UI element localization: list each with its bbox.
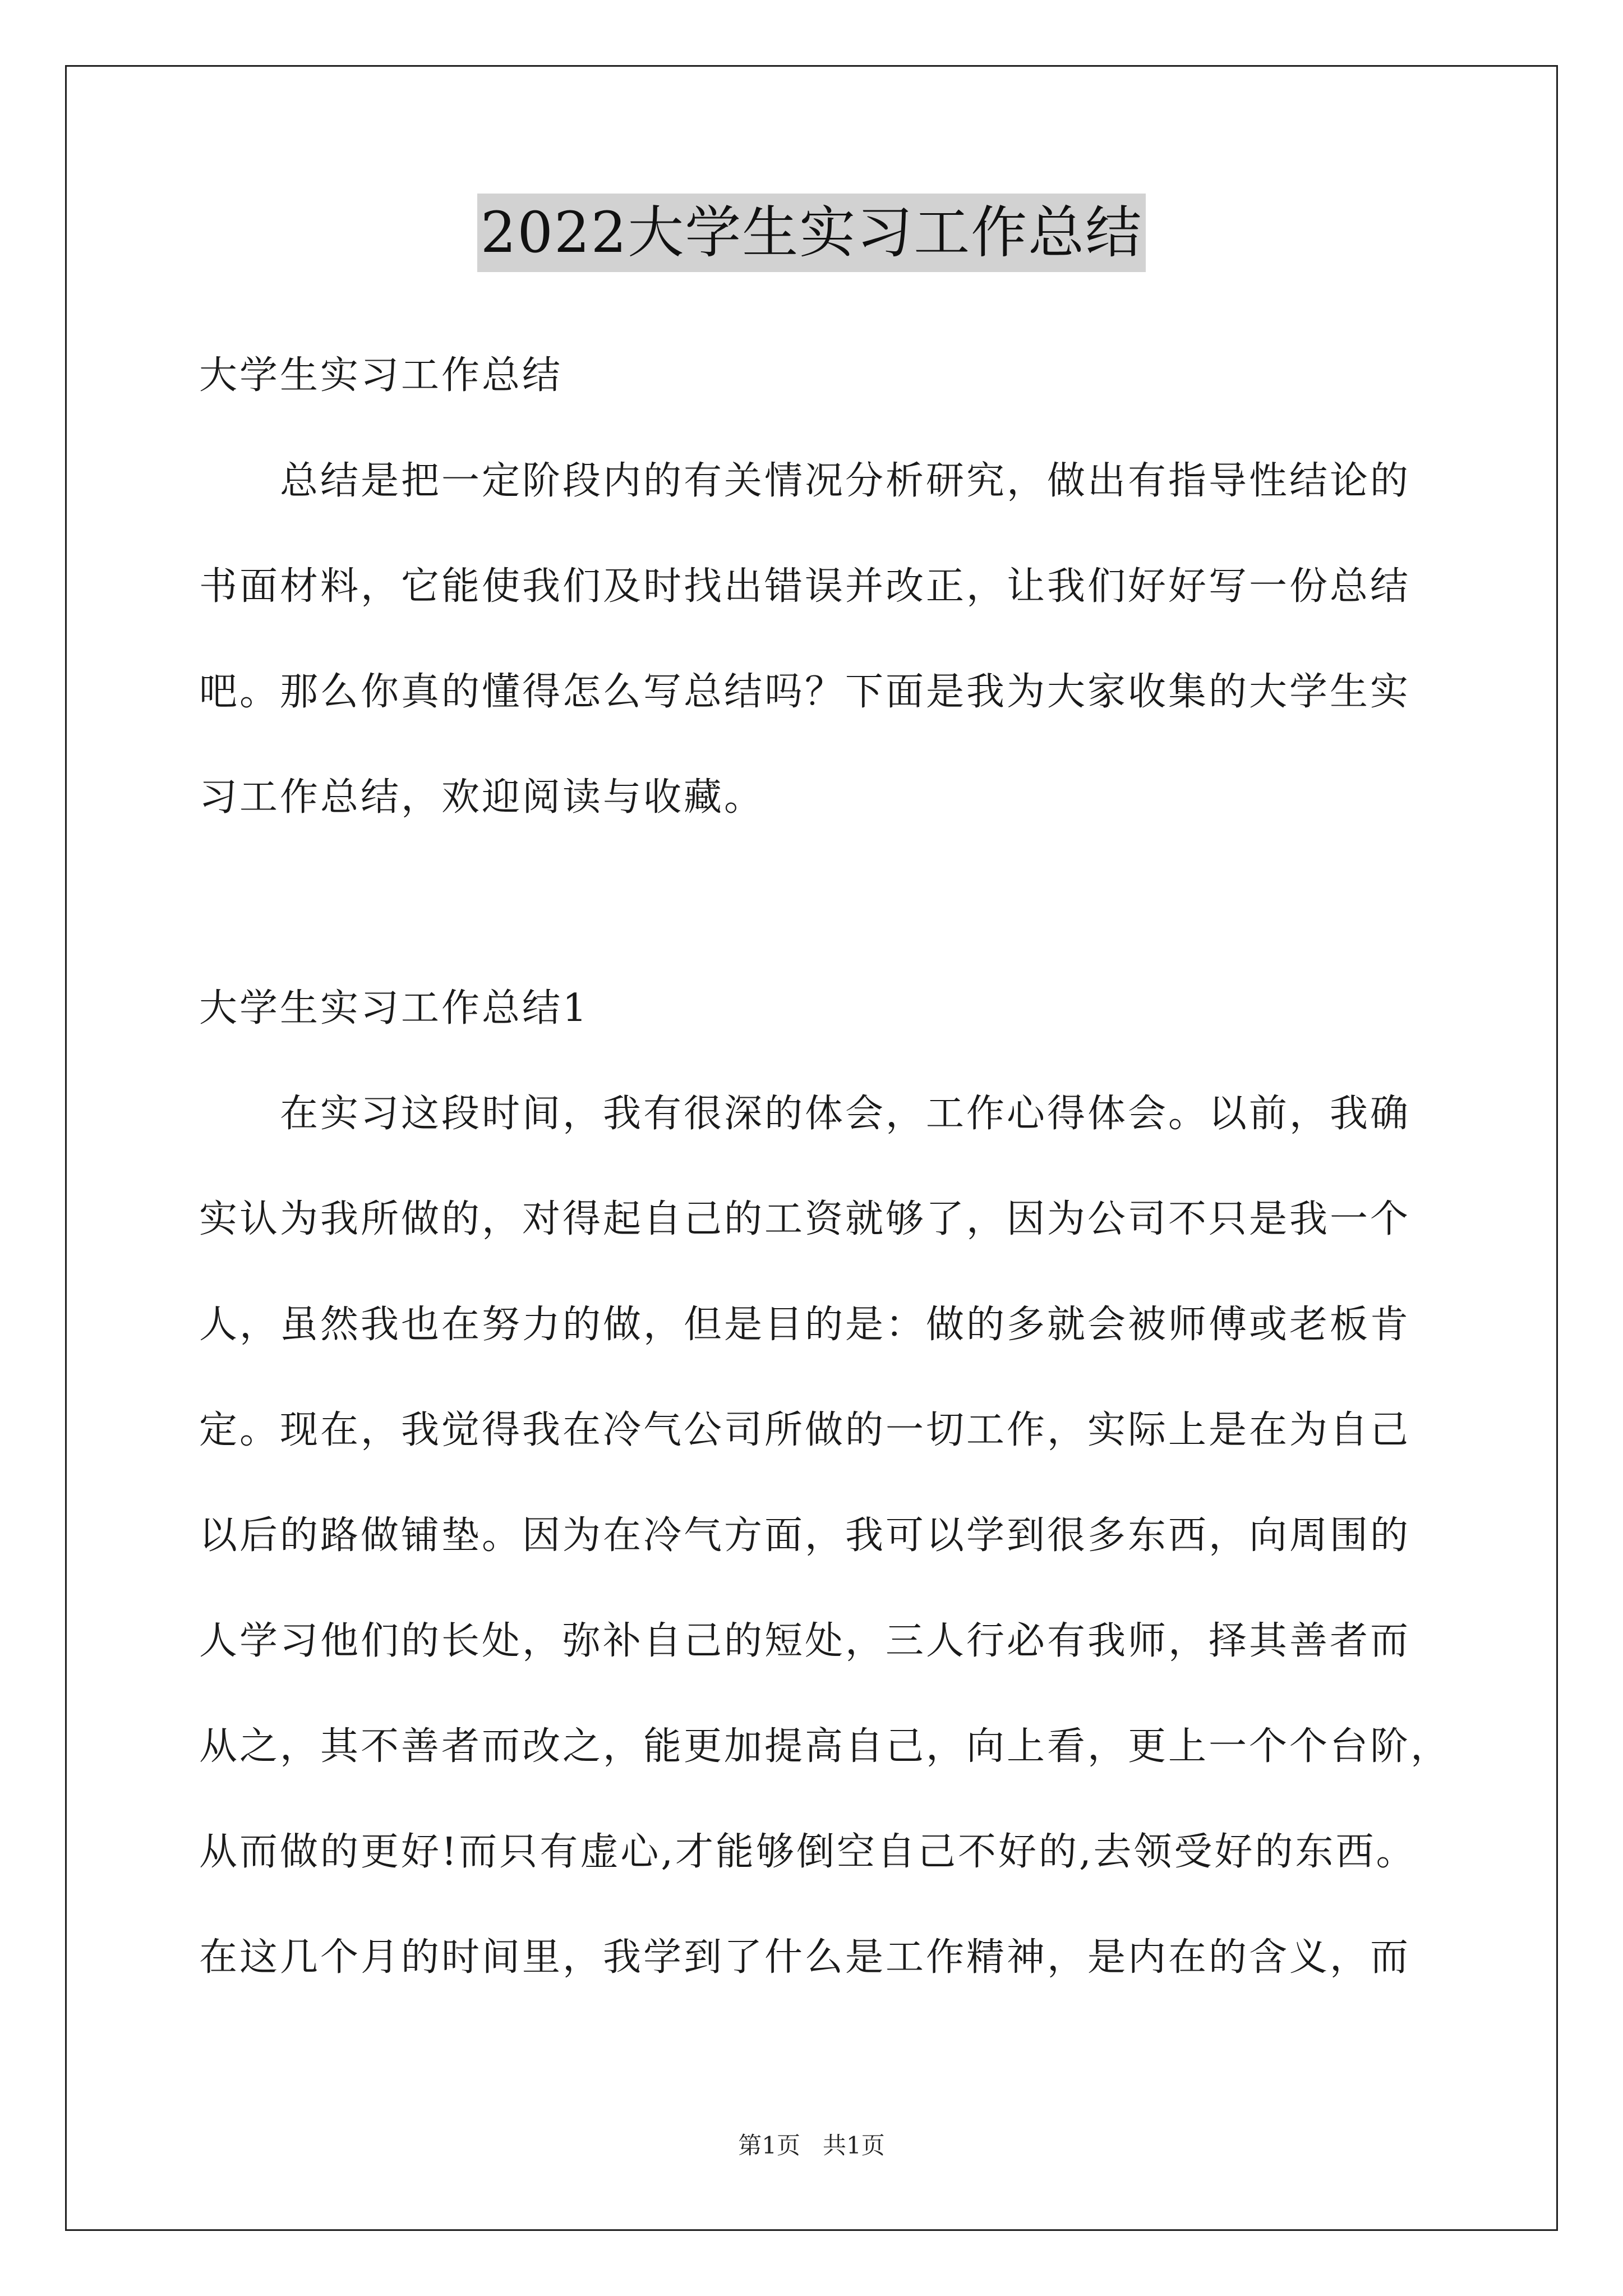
section-line: 人，虽然我也在努力的做，但是目的是：做的多就会被师傅或老板肯 — [199, 1303, 1411, 1347]
page-number: 第1页 — [738, 2132, 800, 2159]
document-body — [199, 348, 1451, 2035]
section-line: 从而做的更好!而只有虚心,才能够倒空自己不好的,去领受好的东西。 — [199, 1830, 1417, 1874]
page-total: 共1页 — [823, 2132, 885, 2159]
paragraph-gap — [199, 875, 1433, 981]
section-line: 定。现在，我觉得我在冷气公司所做的一切工作，实际上是在为自己 — [199, 1408, 1411, 1452]
section-line: 实认为我所做的，对得起自己的工资就够了，因为公司不只是我一个 — [199, 1197, 1411, 1241]
section-line: 从之，其不善者而改之，能更加提高自己，向上看，更上一个个台阶， — [199, 1724, 1451, 1769]
document-title: 2022大学生实习工作总结 — [477, 194, 1146, 272]
section-line: 以后的路做铺垫。因为在冷气方面，我可以学到很多东西，向周围的 — [199, 1513, 1411, 1558]
page-footer — [0, 2129, 1623, 2162]
section-line: 在这几个月的时间里，我学到了什么是工作精神，是内在的含义，而 — [199, 1935, 1411, 1980]
section-line: 在实习这段时间，我有很深的体会，工作心得体会。以前，我确 — [199, 1092, 1411, 1136]
title-container — [0, 194, 1623, 272]
intro-line: 吧。那么你真的懂得怎么写总结吗？下面是我为大家收集的大学生实 — [199, 670, 1411, 714]
section-line: 人学习他们的长处，弥补自己的短处，三人行必有我师，择其善者而 — [199, 1619, 1411, 1663]
document-subtitle: 大学生实习工作总结 — [199, 353, 563, 398]
intro-line: 总结是把一定阶段内的有关情况分析研究，做出有指导性结论的 — [199, 459, 1411, 503]
section-heading: 大学生实习工作总结1 — [199, 986, 589, 1030]
intro-line: 习工作总结，欢迎阅读与收藏。 — [199, 775, 765, 820]
intro-line: 书面材料，它能使我们及时找出错误并改正，让我们好好写一份总结 — [199, 564, 1411, 609]
